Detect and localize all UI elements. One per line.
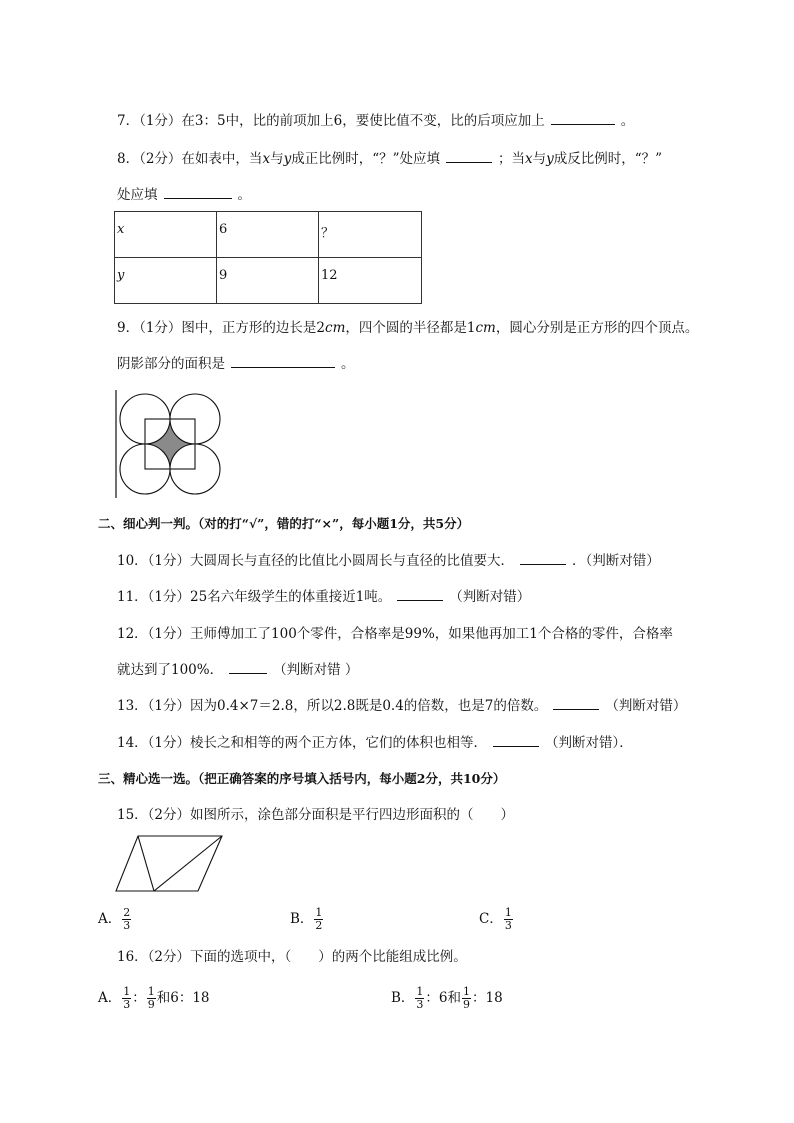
table-cell: 9 (217, 258, 319, 304)
question-7-text: 7．（1分）在3：5中，比的前项加上6，要使比值不变，比的后项应加上 (117, 113, 545, 129)
question-15: 15．（2分）如图所示，涂色部分面积是平行四边形面积的（ ） (117, 807, 515, 823)
fraction: $\frac{2}{3}$ (123, 906, 131, 932)
fraction: $\frac{1}{9}$ (147, 985, 155, 1011)
fraction: $\frac{1}{2}$ (315, 906, 323, 932)
section-2-heading: 二、细心判一判。（对的打“√”，错的打“×”，每小题1分，共5分） (98, 516, 470, 531)
answer-blank[interactable] (397, 588, 443, 601)
question-8: 8．（2分）在如表中，当x与y成正比例时，“？”处应填 ；当x与y成反比例时，“？” (117, 151, 663, 167)
fraction: $\frac{1}{3}$ (416, 985, 424, 1011)
question-16: 16．（2分）下面的选项中，（ ）的两个比能组成比例。 (117, 949, 467, 965)
question-12: 12．（1分）王师傅加工了100个零件，合格率是99%，如果他再加工1个合格的零件，合格率 (117, 626, 673, 642)
fraction: $\frac{1}{3}$ (504, 906, 512, 932)
answer-blank[interactable] (446, 150, 492, 163)
answer-blank[interactable] (231, 355, 335, 368)
question-13: 13．（1分）因为0.4×7＝2.8，所以2.8既是0.4的倍数，也是7的倍数。 （判断对错） (117, 698, 687, 714)
table-cell: 6 (217, 212, 319, 258)
four-circles-figure (112, 388, 228, 500)
answer-blank[interactable] (164, 186, 232, 199)
question-12-line2: 就达到了100%． （判断对错 ） (117, 662, 359, 678)
option-a[interactable]: A． $\frac{2}{3}$ (98, 906, 131, 932)
answer-blank[interactable] (229, 661, 267, 674)
question-14: 14．（1分）棱长之和相等的两个正方体，它们的体积也相等． （判断对错）． (117, 735, 633, 751)
section-3-heading: 三、精心选一选。（把正确答案的序号填入括号内，每小题2分，共10分） (98, 771, 506, 786)
question-7: 7．（1分）在3：5中，比的前项加上6，要使比值不变，比的后项应加上 。 (117, 113, 635, 129)
table-cell: x (115, 212, 217, 258)
answer-blank[interactable] (553, 697, 599, 710)
fraction: $\frac{1}{3}$ (123, 985, 131, 1011)
table-row (115, 212, 422, 258)
parallelogram-figure (114, 834, 226, 894)
answer-blank[interactable] (493, 734, 539, 747)
answer-blank[interactable] (520, 552, 566, 565)
option-c[interactable]: C． $\frac{1}{3}$ (479, 906, 512, 932)
answer-blank[interactable] (551, 112, 615, 125)
table-row (115, 258, 422, 304)
xy-table (114, 211, 422, 304)
question-8-line2: 处应填 。 (117, 187, 251, 203)
question-9: 9．（1分）图中，正方形的边长是2cm，四个圆的半径都是1cm，圆心分别是正方形的四个顶点。 (117, 320, 699, 336)
table-cell: y (115, 258, 217, 304)
question-10: 10．（1分）大圆周长与直径的比值比小圆周长与直径的比值要大． ．（判断对错） (117, 553, 660, 569)
fraction: $\frac{1}{9}$ (463, 985, 471, 1011)
option-b[interactable]: B． $\frac{1}{2}$ (290, 906, 323, 932)
option-b[interactable]: B． $\frac{1}{3}$ ：6和 $\frac{1}{9}$ ：18 (391, 985, 503, 1011)
option-a[interactable]: A． $\frac{1}{3}$ ： $\frac{1}{9}$ 和6：18 (98, 985, 210, 1011)
question-11: 11．（1分）25名六年级学生的体重接近1吨。 （判断对错） (117, 589, 531, 605)
table-cell: ？ (319, 212, 422, 258)
table-cell: 12 (319, 258, 422, 304)
question-9-line2: 阴影部分的面积是 。 (117, 356, 355, 372)
